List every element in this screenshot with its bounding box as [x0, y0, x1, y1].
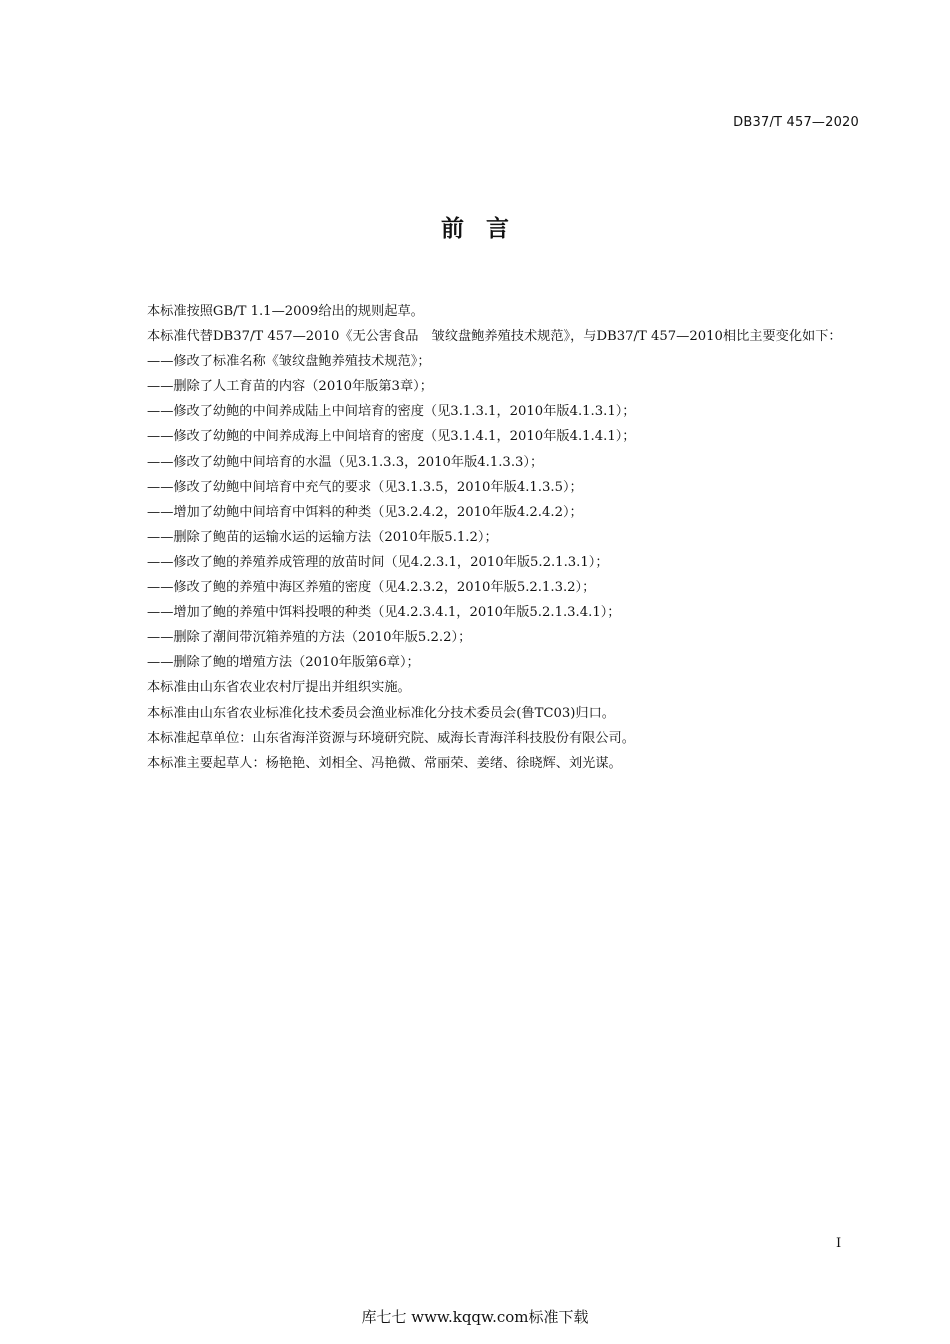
paragraph-drafting-rules: 本标准按照GB/T 1.1—2009给出的规则起草。: [147, 304, 424, 319]
standard-code: DB37/T 457—2020: [733, 115, 859, 130]
change-item: ——删除了人工育苗的内容（2010年版第3章）；: [147, 379, 433, 395]
change-item: ——删除了鲍苗的运输水运的运输方法（2010年版5.1.2）；: [147, 529, 498, 545]
paragraph-proposer: 本标准由山东省农业农村厅提出并组织实施。: [147, 680, 411, 696]
change-item: ——修改了鲍的养殖中海区养殖的密度（见4.2.3.2，2010年版5.2.1.3.2）；: [147, 580, 596, 596]
change-item: ——修改了幼鲍中间培育中充气的要求（见3.1.3.5，2010年版4.1.3.5）；: [147, 479, 583, 495]
page-title: 前言: [441, 216, 531, 242]
footer-watermark: 库七七 www.kqqw.com标准下载: [361, 1308, 589, 1326]
page-number: I: [836, 1236, 842, 1251]
change-item: ——修改了幼鲍中间培育的水温（见3.1.3.3，2010年版4.1.3.3）；: [147, 454, 544, 470]
paragraph-replaces-standard: 本标准代替DB37/T 457—2010《无公害食品 皱纹盘鲍养殖技术规范》，与DB37/T 457—2010相比主要变化如下：: [147, 329, 842, 345]
document-body: [115, 299, 860, 776]
paragraph-drafters: 本标准主要起草人：杨艳艳、刘相全、冯艳微、常丽荣、姜绪、徐晓辉、刘光谋。: [147, 755, 622, 771]
paragraph-committee: 本标准由山东省农业标准化技术委员会渔业标准化分技术委员会(鲁TC03)归口。: [147, 705, 615, 721]
change-item: ——删除了潮间带沉箱养殖的方法（2010年版5.2.2）；: [147, 630, 472, 646]
change-item: ——修改了幼鲍的中间养成陆上中间培育的密度（见3.1.3.1，2010年版4.1.3.1）；: [147, 404, 636, 420]
change-item: ——修改了标准名称《皱纹盘鲍养殖技术规范》；: [147, 354, 431, 370]
change-item: ——增加了鲍的养殖中饵料投喂的种类（见4.2.3.4.1，2010年版5.2.1.3.4.1）；: [147, 605, 621, 621]
change-item: ——增加了幼鲍中间培育中饵料的种类（见3.2.4.2，2010年版4.2.4.2）；: [147, 504, 583, 520]
change-item: ——修改了鲍的养殖养成管理的放苗时间（见4.2.3.1，2010年版5.2.1.3.1）；: [147, 554, 609, 570]
change-item: ——删除了鲍的增殖方法（2010年版第6章）；: [147, 655, 420, 671]
paragraph-drafting-units: 本标准起草单位：山东省海洋资源与环境研究院、威海长青海洋科技股份有限公司。: [147, 730, 635, 746]
change-item: ——修改了幼鲍的中间养成海上中间培育的密度（见3.1.4.1，2010年版4.1.4.1）；: [147, 429, 636, 445]
